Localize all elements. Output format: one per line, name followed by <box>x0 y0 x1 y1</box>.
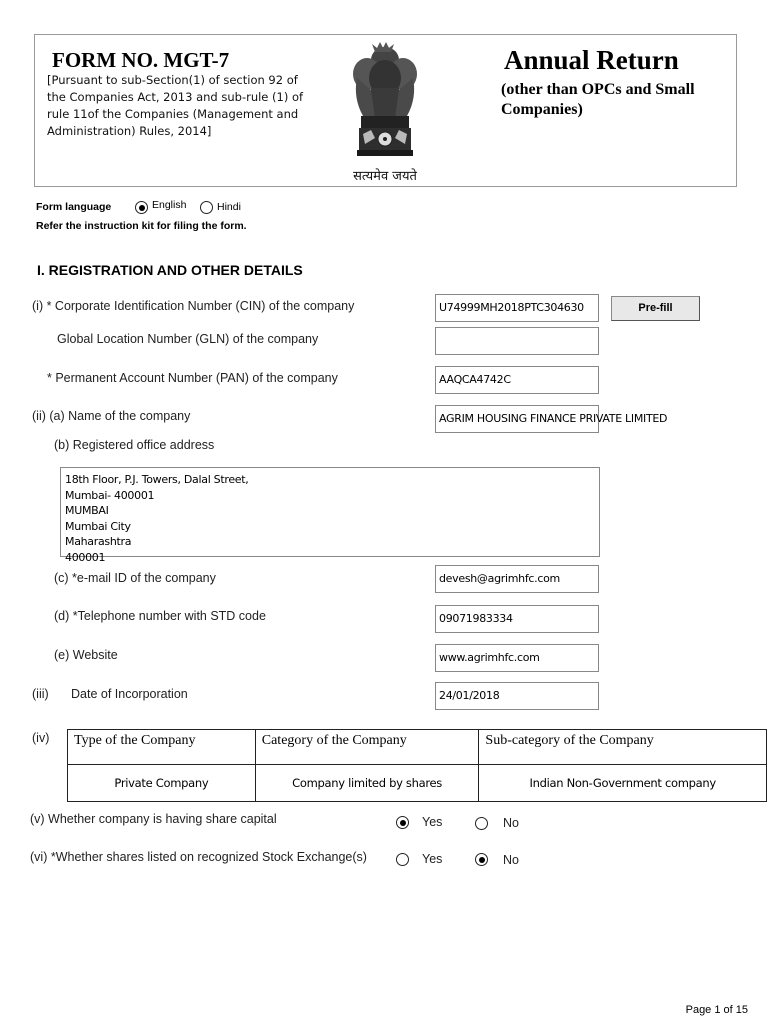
incorporation-date-field[interactable]: 24/01/2018 <box>435 682 599 710</box>
instruction-text: Refer the instruction kit for filing the form. <box>36 220 247 232</box>
table-row <box>68 730 767 765</box>
language-hindi-radio[interactable] <box>200 201 213 214</box>
listed-yes-radio[interactable] <box>396 853 409 866</box>
section-title: I. REGISTRATION AND OTHER DETAILS <box>37 262 303 278</box>
listed-no-radio[interactable] <box>475 853 488 866</box>
company-name-label: (ii) (a) Name of the company <box>32 409 191 423</box>
company-name-field[interactable]: AGRIM HOUSING FINANCE PRIVATE LIMITED <box>435 405 599 433</box>
page-subtitle: (other than OPCs and Small Companies) <box>501 81 695 118</box>
listed-label: (vi) *Whether shares listed on recognized Stock Exchange(s) <box>30 850 367 864</box>
address-line: Maharashtra <box>65 535 132 548</box>
gln-label: Global Location Number (GLN) of the company <box>57 332 319 346</box>
form-language-label: Form language <box>36 201 112 213</box>
cin-field[interactable]: U74999MH2018PTC304630 <box>435 294 599 322</box>
email-label: (c) *e-mail ID of the company <box>54 571 216 585</box>
cin-label: (i) * Corporate Identification Number (CIN) of the company <box>32 299 355 313</box>
address-line: 400001 <box>65 550 106 564</box>
email-field[interactable]: devesh@agrimhfc.com <box>435 565 599 593</box>
telephone-label: (d) *Telephone number with STD code <box>54 609 266 623</box>
emblem-motto: सत्यमेव जयते <box>353 169 417 184</box>
incorporation-label: Date of Incorporation <box>71 687 188 701</box>
form-header <box>34 34 737 187</box>
address-line: Mumbai- 400001 <box>65 488 155 502</box>
prefill-button[interactable]: Pre-fill <box>611 296 700 321</box>
table-row <box>68 765 767 802</box>
address-line: Mumbai City <box>65 519 131 533</box>
language-hindi-label: Hindi <box>217 201 241 213</box>
language-english-label: English <box>152 199 187 211</box>
pursuant-text: [Pursuant to sub-Section(1) of section 92 of the Companies Act, 2013 and sub-rule (1) of rule 11of the Companies (Management and Administration) Rules, 2014] <box>47 73 304 138</box>
incorporation-num: (iii) <box>32 687 49 701</box>
address-line: 18th Floor, P.J. Towers, Dalal Street, <box>65 473 249 486</box>
emblem-icon <box>335 38 435 186</box>
website-field[interactable]: www.agrimhfc.com <box>435 644 599 672</box>
category-header: Category of the Company <box>255 730 479 765</box>
share-capital-yes-radio[interactable] <box>396 816 409 829</box>
pan-label: * Permanent Account Number (PAN) of the company <box>47 371 338 385</box>
subcategory-header: Sub-category of the Company <box>479 730 767 765</box>
company-type-table <box>67 729 767 802</box>
pan-field[interactable]: AAQCA4742C <box>435 366 599 394</box>
page-number: Page 1 of 15 <box>685 1004 748 1016</box>
share-capital-no-label: No <box>503 816 519 830</box>
listed-yes-label: Yes <box>422 852 443 866</box>
telephone-field[interactable]: 09071983334 <box>435 605 599 633</box>
share-capital-label: (v) Whether company is having share capital <box>30 812 277 826</box>
address-label: (b) Registered office address <box>54 438 215 452</box>
category-value: Company limited by shares <box>255 765 479 802</box>
page-title: Annual Return <box>504 45 679 75</box>
share-capital-no-radio[interactable] <box>475 817 488 830</box>
subcategory-value: Indian Non-Government company <box>479 765 767 802</box>
type-header: Type of the Company <box>68 730 256 765</box>
type-value: Private Company <box>68 765 256 802</box>
share-capital-yes-label: Yes <box>422 815 443 829</box>
address-line: MUMBAI <box>65 504 109 517</box>
form-number: FORM NO. MGT-7 <box>52 48 230 72</box>
address-field[interactable] <box>60 467 600 564</box>
website-label: (e) Website <box>54 648 118 662</box>
language-english-radio[interactable] <box>135 201 148 214</box>
listed-no-label: No <box>503 853 519 867</box>
gln-field[interactable] <box>435 327 599 355</box>
national-emblem <box>335 38 435 186</box>
type-table-num: (iv) <box>32 731 50 745</box>
